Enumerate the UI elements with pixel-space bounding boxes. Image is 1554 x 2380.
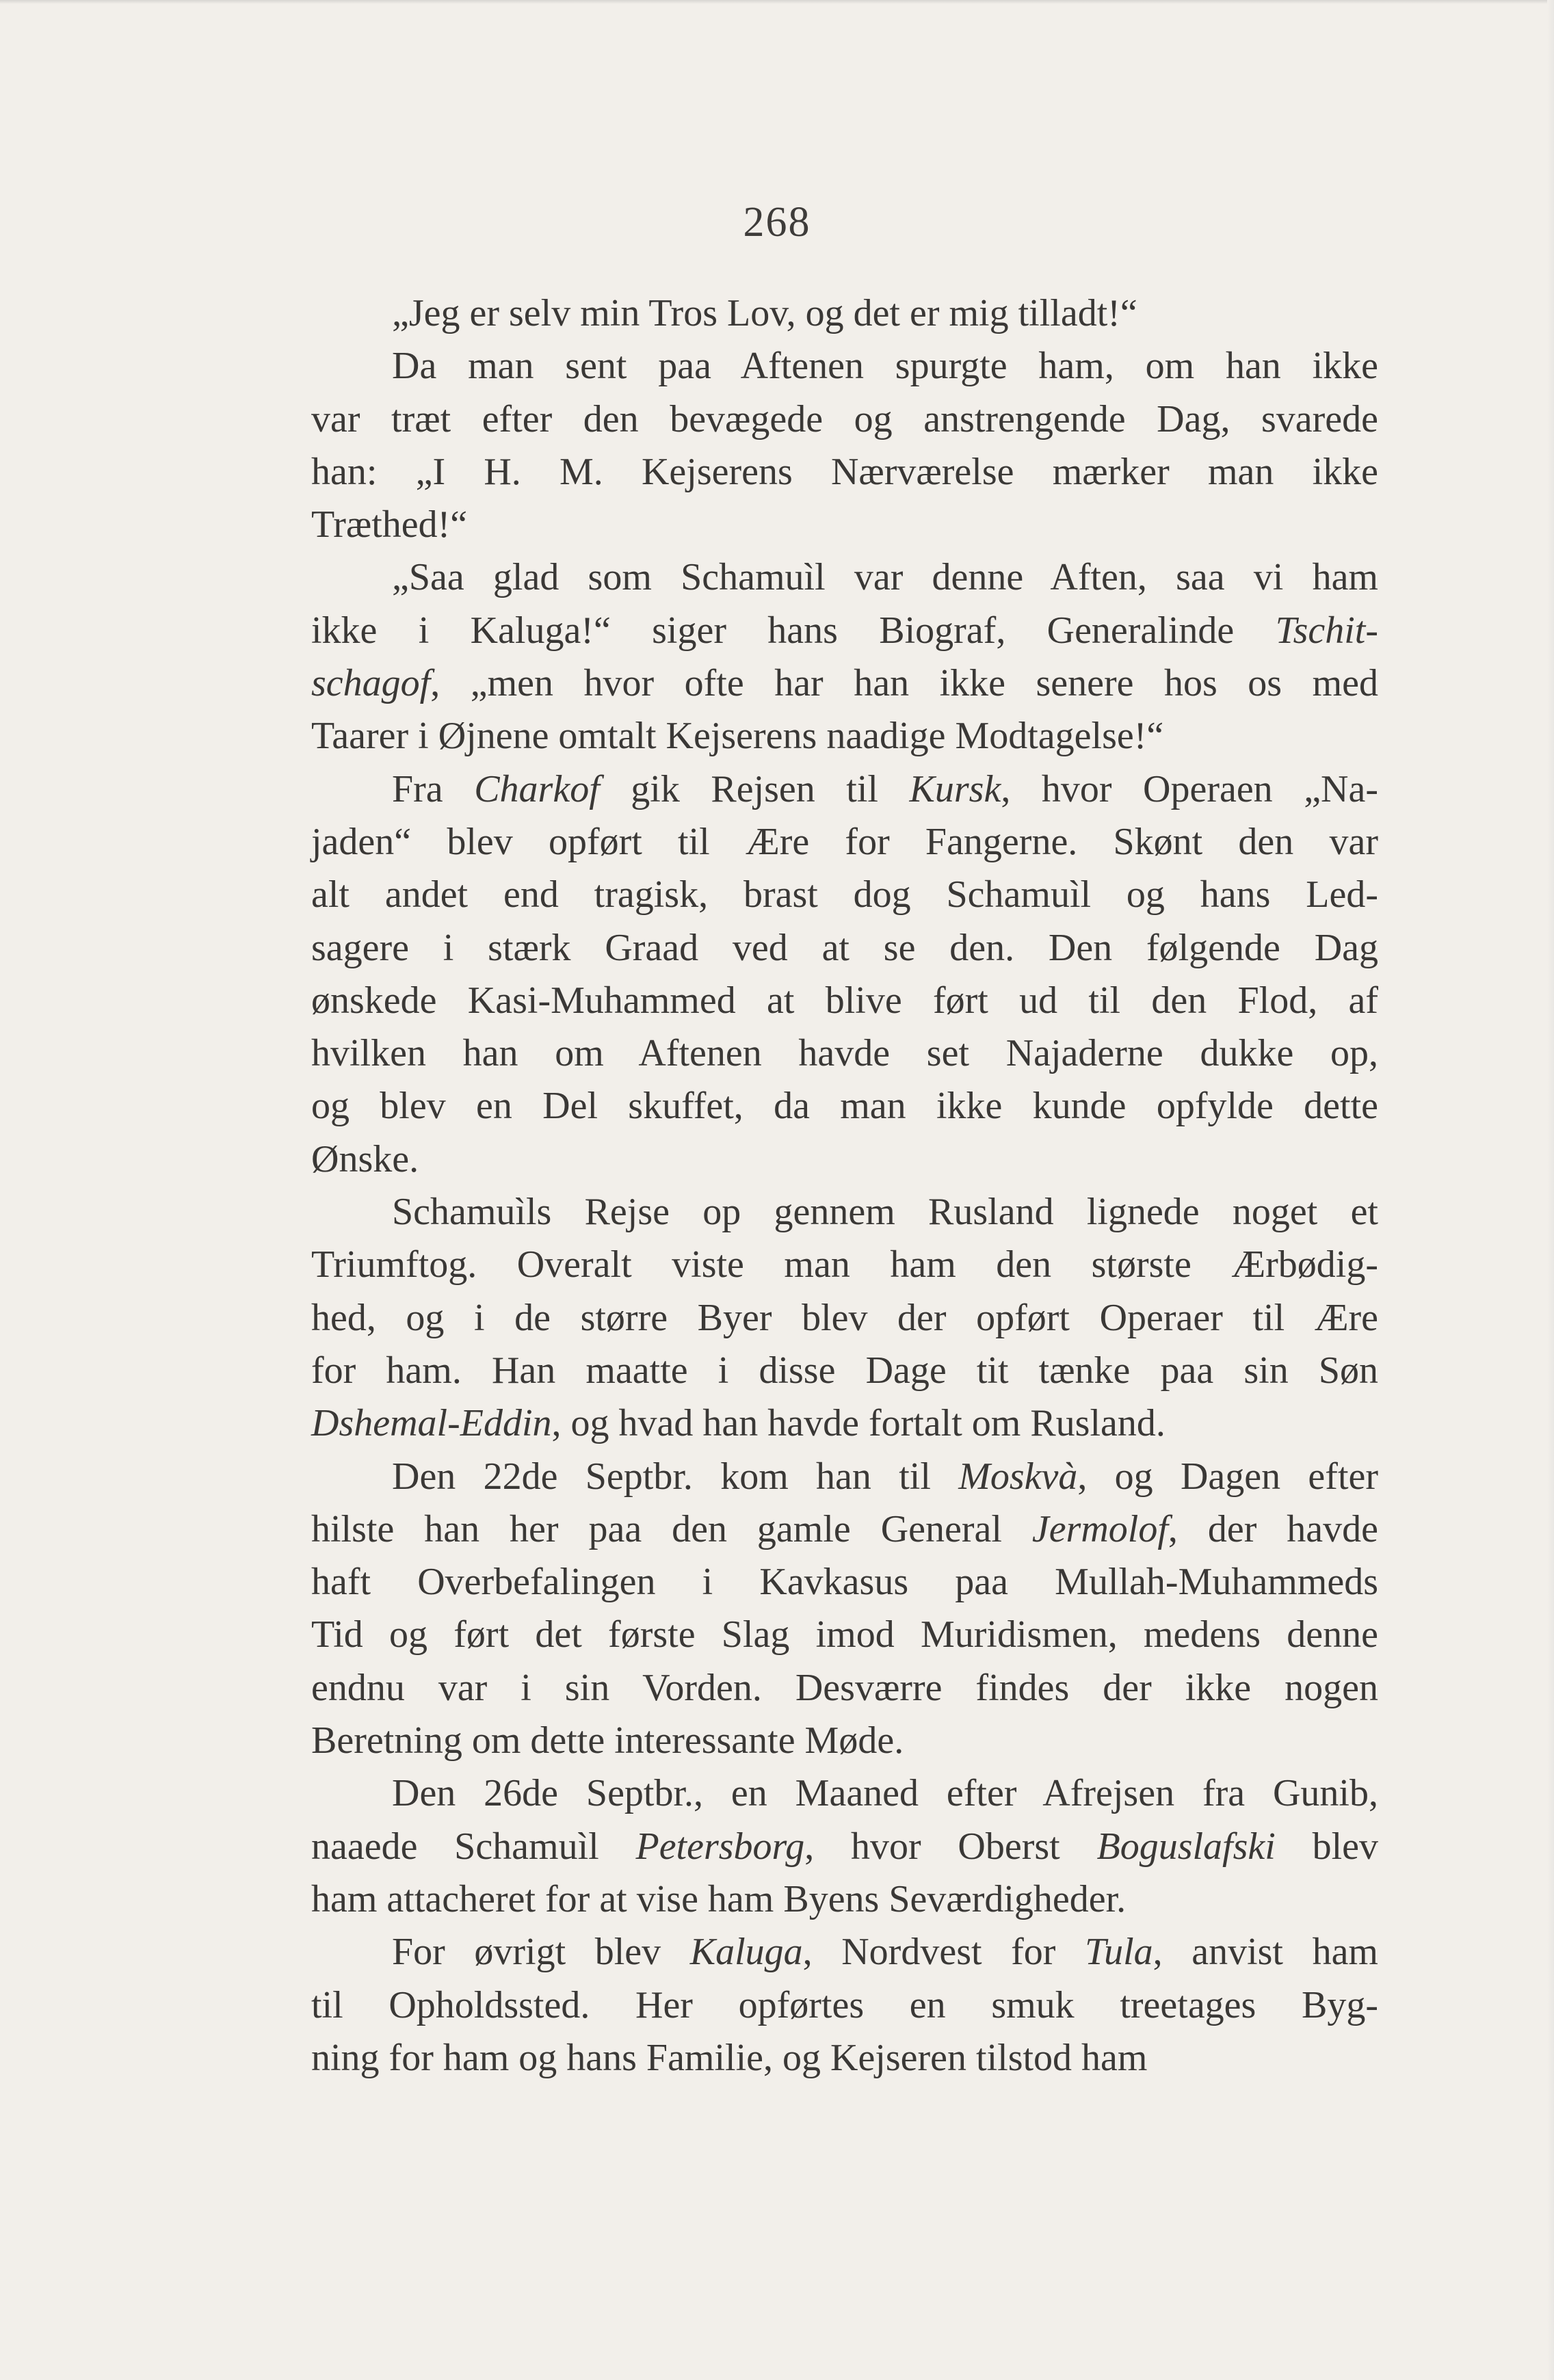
text-run: , og hvad han havde fortalt om Rusland.	[551, 1402, 1166, 1445]
text-run: jaden“ blev opført til Ære for Fangerne. Skønt den var	[311, 820, 1378, 863]
text-line	[311, 816, 1378, 869]
text-run: til Opholdssted. Her opførtes en smuk treetages Byg-	[311, 1983, 1378, 2026]
text-line	[311, 340, 1378, 393]
text-run: haft Overbefalingen i Kavkasus paa Mullah-Muhammeds	[311, 1561, 1378, 1604]
text-line	[311, 1979, 1378, 2032]
text-line	[311, 2032, 1378, 2085]
text-run: , og Dagen efter	[1077, 1455, 1379, 1498]
text-line	[311, 499, 1378, 551]
text-run: naaede Schamuìl	[311, 1825, 636, 1868]
text-run: for ham. Han maatte i disse Dage tit tænke paa sin Søn	[311, 1349, 1378, 1392]
text-line	[311, 1080, 1378, 1133]
text-run: ham attacheret for at vise ham Byens Seværdigheder.	[311, 1877, 1127, 1920]
text-run: , anvist ham	[1153, 1931, 1378, 1974]
text-run: Fra	[392, 767, 475, 810]
text-run: var træt efter den bevægede og anstrengende Dag, svarede	[311, 397, 1378, 440]
italic-run: Petersborg	[635, 1825, 805, 1868]
text-run: og blev en Del skuffet, da man ikke kunde opfylde dette	[311, 1085, 1378, 1128]
text-run: endnu var i sin Vorden. Desværre findes der ikke nogen	[311, 1666, 1378, 1709]
text-line	[311, 1027, 1378, 1080]
text-line	[311, 1345, 1378, 1397]
text-run: Taarer i Øjnene omtalt Kejserens naadige Modtagelse!“	[311, 715, 1164, 758]
text-run: Ønske.	[311, 1137, 419, 1180]
text-run: Triumftog. Overalt viste man ham den største Ærbødig-	[311, 1243, 1378, 1286]
text-line	[311, 1767, 1378, 1820]
text-run: sagere i stærk Graad ved at se den. Den følgende Dag	[311, 926, 1378, 969]
text-line	[311, 922, 1378, 975]
italic-run: Kaluga	[689, 1931, 803, 1974]
paragraph	[311, 1186, 1378, 1450]
text-run: Schamuìls Rejse op gennem Rusland lignede noget et	[392, 1191, 1378, 1234]
text-run: Den 22de Septbr. kom han til	[392, 1455, 959, 1498]
text-line	[311, 446, 1378, 499]
text-run: Da man sent paa Aftenen spurgte ham, om han ikke	[392, 345, 1378, 388]
text-run: Den 26de Septbr., en Maaned efter Afrejsen fra Gunib,	[392, 1772, 1378, 1815]
paragraph	[311, 551, 1378, 763]
text-line	[311, 1715, 1378, 1767]
paragraph	[311, 287, 1378, 340]
text-run: hed, og i de større Byer blev der opført Operaer til Ære	[311, 1296, 1378, 1339]
text-run: alt andet end tragisk, brast dog Schamuìl og hans Led-	[311, 873, 1378, 916]
italic-run: Kursk	[909, 767, 1001, 810]
text-line	[311, 1873, 1378, 1926]
text-line	[311, 1503, 1378, 1556]
body-text	[311, 287, 1378, 2085]
italic-run: Boguslafski	[1096, 1825, 1276, 1868]
text-line	[311, 605, 1378, 657]
text-run: ning for ham og hans Familie, og Kejseren tilstod ham	[311, 2036, 1148, 2079]
text-line	[311, 1926, 1378, 1979]
text-line	[311, 975, 1378, 1027]
text-run: , hvor Operaen „Na-	[1001, 767, 1378, 810]
text-line	[311, 287, 1378, 340]
text-run: „Jeg er selv min Tros Lov, og det er mig tilladt!“	[392, 292, 1137, 334]
text-run: , Nordvest for	[802, 1931, 1085, 1974]
paragraph	[311, 340, 1378, 551]
text-line	[311, 551, 1378, 604]
text-run: , der havde	[1168, 1507, 1378, 1550]
text-run: , „men hvor ofte har han ikke senere hos os med	[430, 662, 1378, 705]
paragraph	[311, 1767, 1378, 1926]
text-line	[311, 1239, 1378, 1291]
paragraph	[311, 763, 1378, 1186]
text-run: Beretning om dette interessante Møde.	[311, 1719, 904, 1762]
text-run: „Saa glad som Schamuìl var denne Aften, saa vi ham	[392, 556, 1378, 599]
italic-run: Jermolof	[1031, 1507, 1168, 1550]
text-line	[311, 393, 1378, 446]
italic-run: Moskvà	[958, 1455, 1078, 1498]
text-line	[311, 1397, 1378, 1450]
italic-run: schagof	[311, 662, 431, 705]
text-line	[311, 1821, 1378, 1873]
italic-run: Tschit-	[1275, 609, 1378, 652]
text-line	[311, 1451, 1378, 1503]
text-run: blev	[1275, 1825, 1379, 1868]
text-run: ikke i Kaluga!“ siger hans Biograf, Generalinde	[311, 609, 1276, 652]
text-line	[311, 657, 1378, 710]
text-run: gik Rejsen til	[599, 767, 910, 810]
text-run: hilste han her paa den gamle General	[311, 1507, 1032, 1550]
text-line	[311, 1133, 1378, 1186]
text-run: han: „I H. M. Kejserens Nærværelse mærker man ikke	[311, 450, 1378, 493]
text-run: ønskede Kasi-Muhammed at blive ført ud til den Flod, af	[311, 979, 1378, 1022]
paragraph	[311, 1451, 1378, 1768]
text-run: hvilken han om Aftenen havde set Najaderne dukke op,	[311, 1032, 1378, 1075]
italic-run: Charkof	[474, 767, 600, 810]
page-number: 268	[743, 199, 811, 246]
text-run: Tid og ført det første Slag imod Muridismen, medens denne	[311, 1613, 1378, 1656]
text-line	[311, 1292, 1378, 1345]
text-line	[311, 1186, 1378, 1239]
text-line	[311, 763, 1378, 816]
text-line	[311, 710, 1378, 763]
italic-run: Tula	[1085, 1931, 1153, 1974]
italic-run: Dshemal-Eddin	[311, 1402, 552, 1445]
text-run: Træthed!“	[311, 503, 468, 546]
text-line	[311, 1662, 1378, 1715]
text-line	[311, 1556, 1378, 1609]
paragraph	[311, 1926, 1378, 2085]
text-run: , hvor Oberst	[804, 1825, 1097, 1868]
text-run: For øvrigt blev	[392, 1931, 690, 1974]
text-line	[311, 1609, 1378, 1661]
text-line	[311, 869, 1378, 921]
